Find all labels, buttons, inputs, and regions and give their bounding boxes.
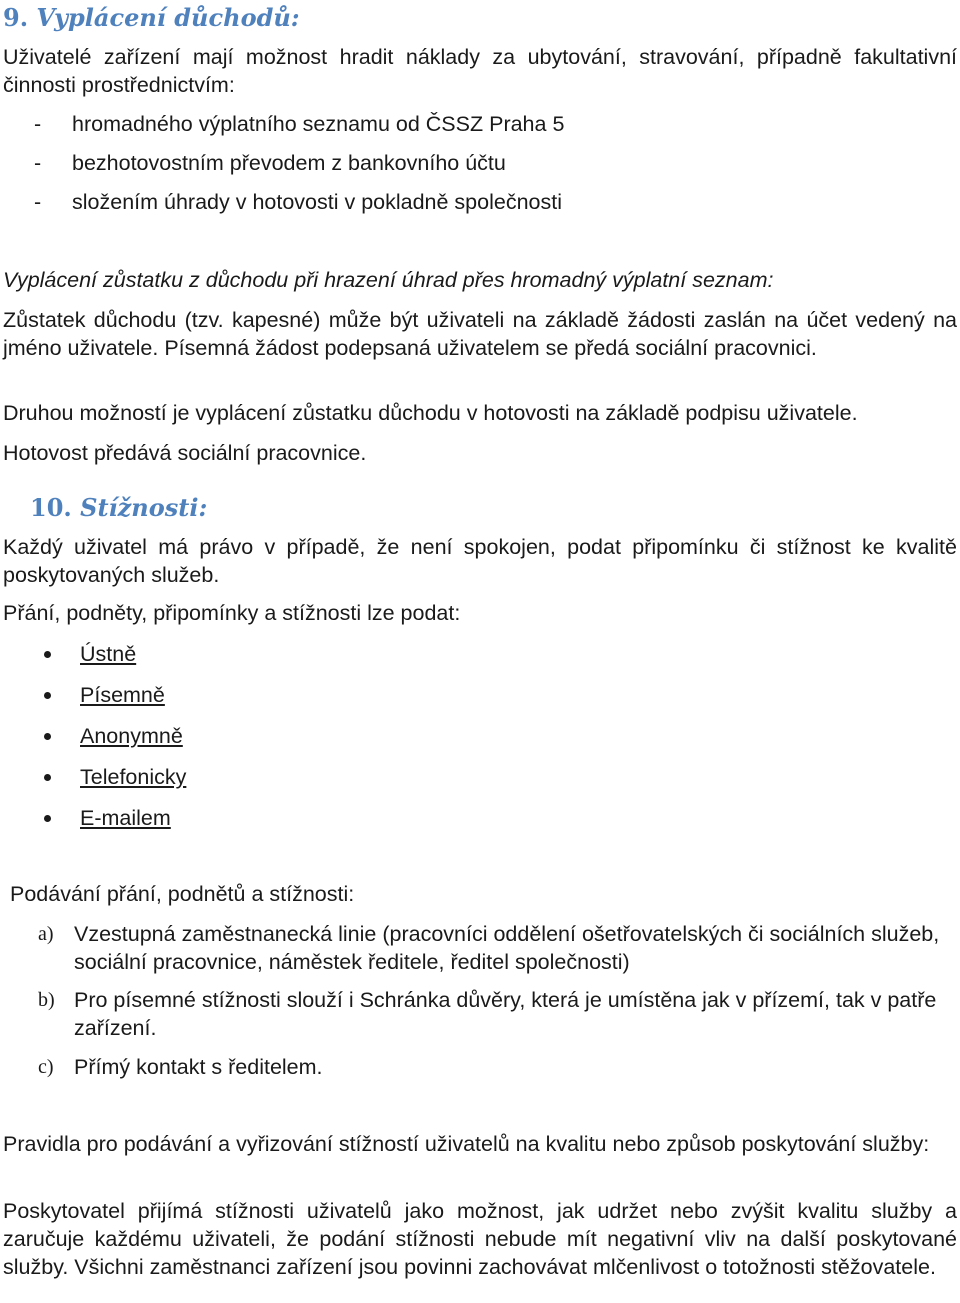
section-9-paragraph-2: Druhou možností je vyplácení zůstatku důchodu v hotovosti na základě podpisu uživatele. [3, 401, 858, 425]
bullet-dot-icon [44, 815, 51, 822]
bullet-dot-icon [44, 692, 51, 699]
section-9-intro: Uživatelé zařízení mají možnost hradit náklady za ubytování, stravování, případně fakultativní činnosti prostřednictvím: [3, 45, 957, 97]
bullet-dot-icon [44, 651, 51, 658]
alpha-item: b) Pro písemné stížnosti slouží i Schránka důvěry, která je umístěna jak v přízemí, tak v patře zařízení. [38, 988, 937, 1040]
section-9-subheading: Vyplácení zůstatku z důchodu při hrazení úhrad přes hromadný výplatní seznam: [3, 268, 774, 292]
bullet-dot-icon [44, 733, 51, 740]
section-9-number: 9. [3, 3, 29, 32]
section-10-heading [30, 493, 207, 522]
submission-subtitle: Podávání přání, podnětů a stížnosti: [10, 882, 355, 906]
section-10-paragraph-2: Přání, podněty, připomínky a stížnosti lze podat: [3, 601, 461, 625]
section-9-paragraph-3: Hotovost předává sociální pracovnice. [3, 441, 367, 465]
section-9-title: Vyplácení důchodů: [36, 3, 300, 32]
dash-item: - bezhotovostním převodem z bankovního účtu [34, 151, 506, 175]
section-9-paragraph-1: Zůstatek důchodu (tzv. kapesné) může být uživateli na základě žádosti zaslán na účet vedený na jméno uživatele. Písemná žádost podepsaná uživatelem se předá sociální pracovnici. [3, 308, 957, 360]
alpha-item: a) Vzestupná zaměstnanecká linie (pracovníci oddělení ošetřovatelských či sociálních služeb, sociální pracovnice, náměstek ředitele, ředitel společnosti) [38, 922, 940, 974]
rules-paragraph: Poskytovatel přijímá stížnosti uživatelů jako možnost, jak udržet nebo zvýšit kvalitu služby a zaručuje každému uživateli, že podání stížnosti nebude mít negativní vliv na další poskytované služby. Všichni zaměstnanci zařízení jsou povinni zachovávat mlčenlivost o totožnosti stěžovatele. [3, 1199, 957, 1279]
dash-item: - hromadného výplatního seznamu od ČSSZ Praha 5 [34, 112, 565, 136]
dash-item: - složením úhrady v hotovosti v pokladně společnosti [34, 190, 562, 214]
section-9-heading [3, 3, 300, 32]
alpha-item: c) Přímý kontakt s ředitelem. [38, 1055, 323, 1079]
section-10-paragraph-1: Každý uživatel má právo v případě, že není spokojen, podat připomínku či stížnost ke kvalitě poskytovaných služeb. [3, 535, 957, 587]
bullet-dot-icon [44, 774, 51, 781]
rules-title: Pravidla pro podávání a vyřizování stížností uživatelů na kvalitu nebo způsob poskytování služby: [3, 1132, 930, 1156]
section-10-title: Stížnosti: [80, 493, 208, 522]
section-10-number: 10. [30, 493, 72, 522]
